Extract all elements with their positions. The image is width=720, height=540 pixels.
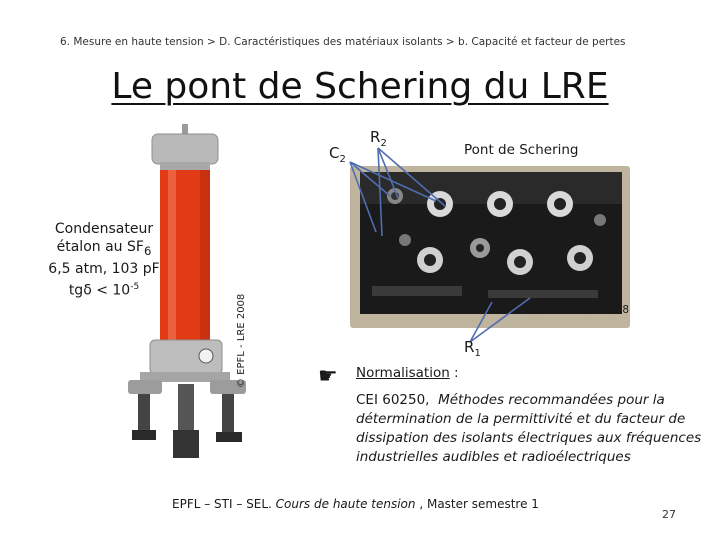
capacitor-line4: tgδ < 10 xyxy=(68,282,131,299)
label-c2: $C_2$ xyxy=(329,144,346,165)
cei-standard: CEI 60250, Méthodes recommandées pour la détermination de la permittivité et du facteur de dissipation des isolants électriques aux fréquences industrielles audibles et radioélectriques xyxy=(356,392,702,465)
label-r1: $R_1$ xyxy=(464,338,481,359)
bridge-title: Pont de Schering xyxy=(464,142,579,158)
capacitor-line4-sup: -5 xyxy=(130,281,140,292)
label-r2: $R_2$ xyxy=(370,128,387,149)
footer: EPFL – STI – SEL. Cours de haute tension , Master semestre 1 xyxy=(172,497,539,511)
capacitor-line3: 6,5 atm, 103 pF xyxy=(48,260,160,277)
bridge-copyright: © EPFL - LRE 2008 xyxy=(530,304,629,316)
capacitor-line2: étalon au SF xyxy=(56,239,144,255)
normalisation-heading: Normalisation : xyxy=(356,365,459,381)
slide-title: Le pont de Schering du LRE xyxy=(111,66,609,107)
breadcrumb: 6. Mesure en haute tension > D. Caractéristiques des matériaux isolants > b. Capacité et facteur de pertes xyxy=(60,36,626,48)
vertical-copyright: © EPFL - LRE 2008 xyxy=(236,293,247,388)
pointing-hand-icon: ☛ xyxy=(318,364,338,389)
capacitor-line1: Condensateur xyxy=(54,221,154,237)
capacitor-label xyxy=(44,220,164,299)
page-number: 27 xyxy=(662,508,676,521)
capacitor-line2-sub: 6 xyxy=(143,243,152,258)
